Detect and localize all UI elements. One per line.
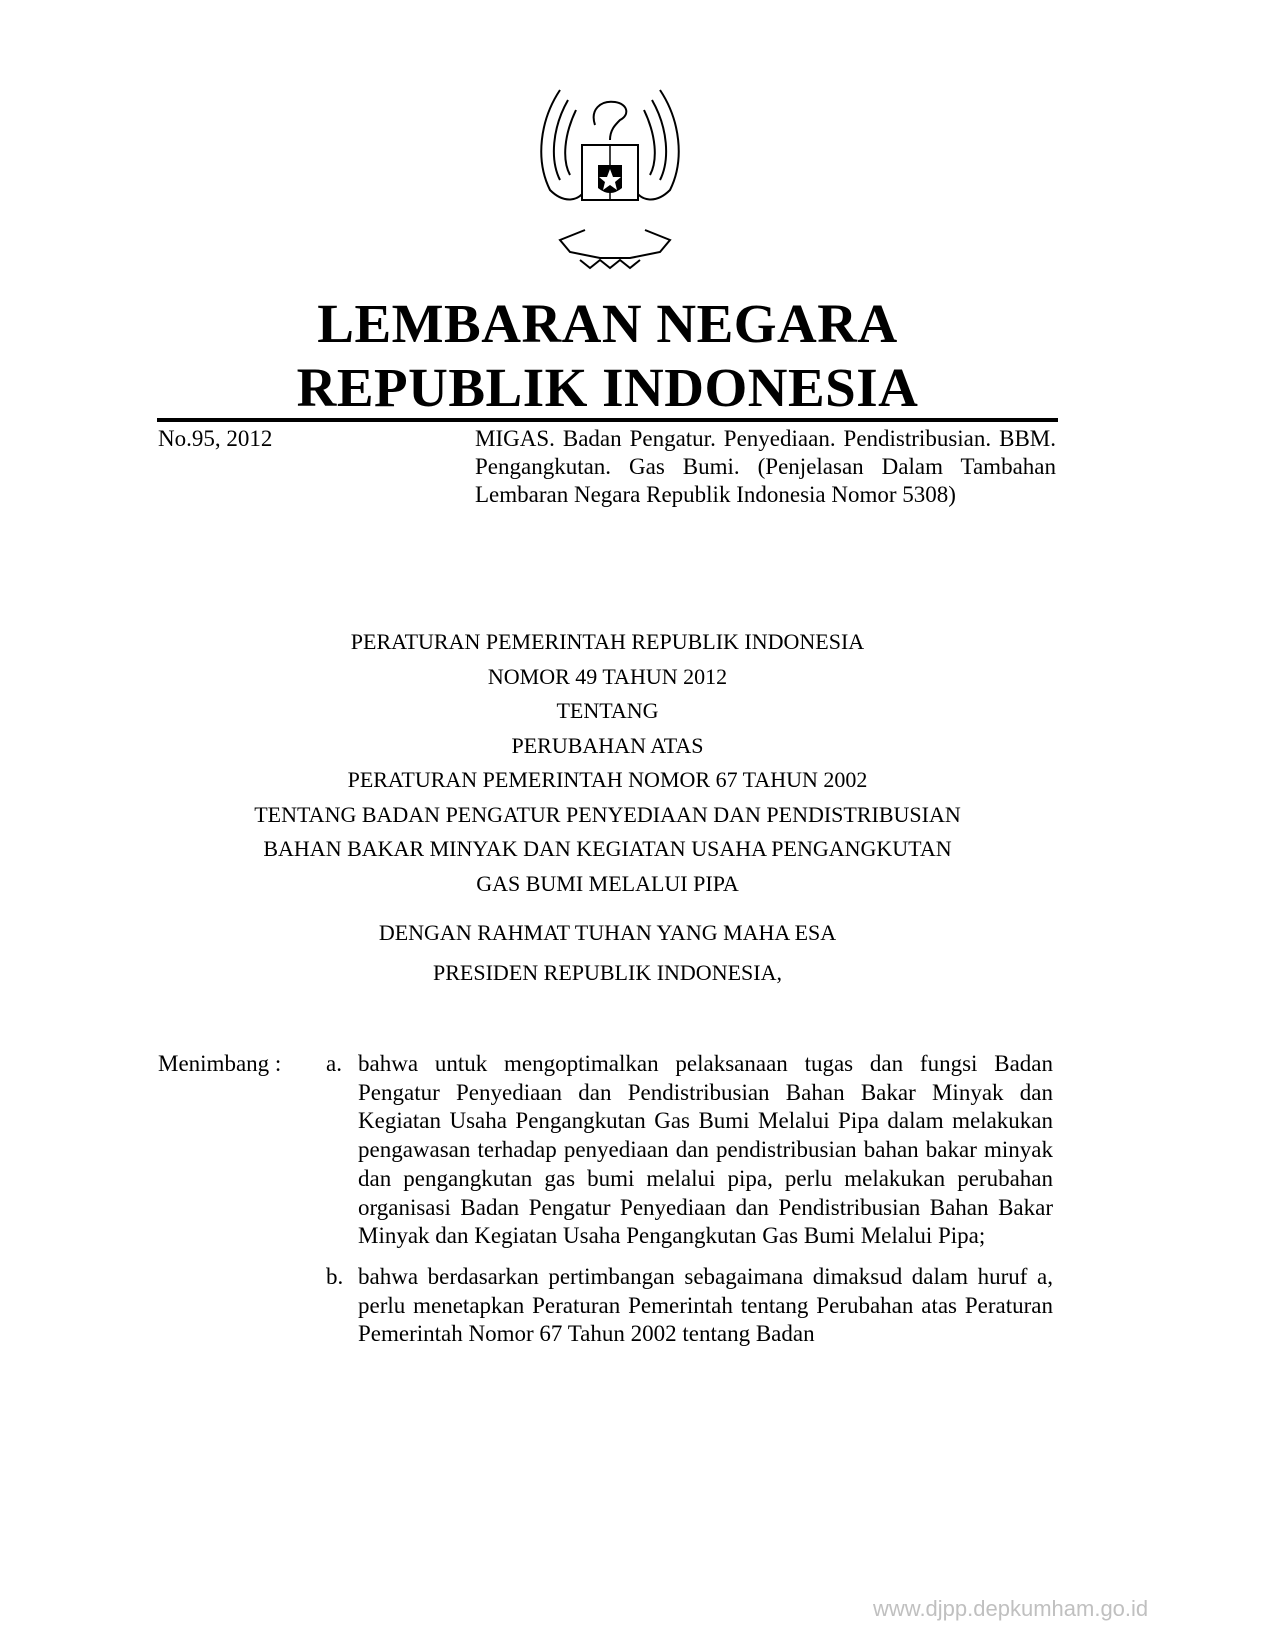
regulation-heading	[0, 625, 1215, 901]
garuda-emblem-icon	[520, 80, 700, 270]
header-divider	[157, 418, 1058, 422]
heading-line: BAHAN BAKAR MINYAK DAN KEGIATAN USAHA PENGANGKUTAN	[263, 836, 952, 861]
item-marker: b.	[326, 1263, 344, 1289]
considering-item	[158, 1263, 1058, 1349]
heading-line: TENTANG BADAN PENGATUR PENYEDIAAN DAN PENDISTRIBUSIAN	[254, 801, 961, 827]
item-text: bahwa berdasarkan pertimbangan sebagaimana dimaksud dalam huruf a, perlu menetapkan Peraturan Pemerintah tentang Perubahan atas Peraturan Pemerintah Nomor 67 Tahun 2002 tentang Badan	[358, 1263, 1053, 1347]
footer-url: www.djpp.depkumham.go.id	[873, 1596, 1149, 1621]
gazette-subject: MIGAS. Badan Pengatur. Penyediaan. Pendistribusian. BBM. Pengangkutan. Gas Bumi. (Penjelasan Dalam Tambahan Lembaran Negara Republik Indonesia Nomor 5308)	[475, 426, 1056, 507]
heading-line: PERUBAHAN ATAS	[511, 732, 704, 758]
item-text: bahwa untuk mengoptimalkan pelaksanaan tugas dan fungsi Badan Pengatur Penyediaan dan Pendistribusian Bahan Bakar Minyak dan Kegiatan Usaha Pengangkutan Gas Bumi Melalui Pipa dalam melakukan pengawasan terhadap penyediaan dan pendistribusian bahan bakar minyak dan pengangkutan gas bumi melalui pipa, perlu melakukan perubahan organisasi Badan Pengatur Penyediaan dan Pendistribusian Bahan Bakar Minyak dan Kegiatan Usaha Pengangkutan Gas Bumi Melalui Pipa;	[358, 1051, 1053, 1249]
heading-line: GAS BUMI MELALUI PIPA	[476, 870, 739, 896]
invocation: DENGAN RAHMAT TUHAN YANG MAHA ESA	[378, 920, 837, 945]
gazette-subtitle: REPUBLIK INDONESIA	[296, 357, 919, 418]
gazette-title: LEMBARAN NEGARA	[317, 293, 898, 354]
item-marker: a.	[326, 1051, 342, 1076]
invocation-block	[0, 913, 1215, 993]
heading-line: PERATURAN PEMERINTAH REPUBLIK INDONESIA	[350, 629, 865, 654]
heading-line: PERATURAN PEMERINTAH NOMOR 67 TAHUN 2002	[347, 767, 868, 792]
heading-line: TENTANG	[556, 698, 659, 723]
considering-label: Menimbang :	[158, 1051, 282, 1076]
considering-section	[158, 1050, 1058, 1349]
president-line: PRESIDEN REPUBLIK INDONESIA,	[433, 960, 782, 985]
heading-line: NOMOR 49 TAHUN 2012	[487, 663, 728, 689]
considering-item	[158, 1050, 1058, 1251]
gazette-number: No.95, 2012	[158, 426, 273, 451]
